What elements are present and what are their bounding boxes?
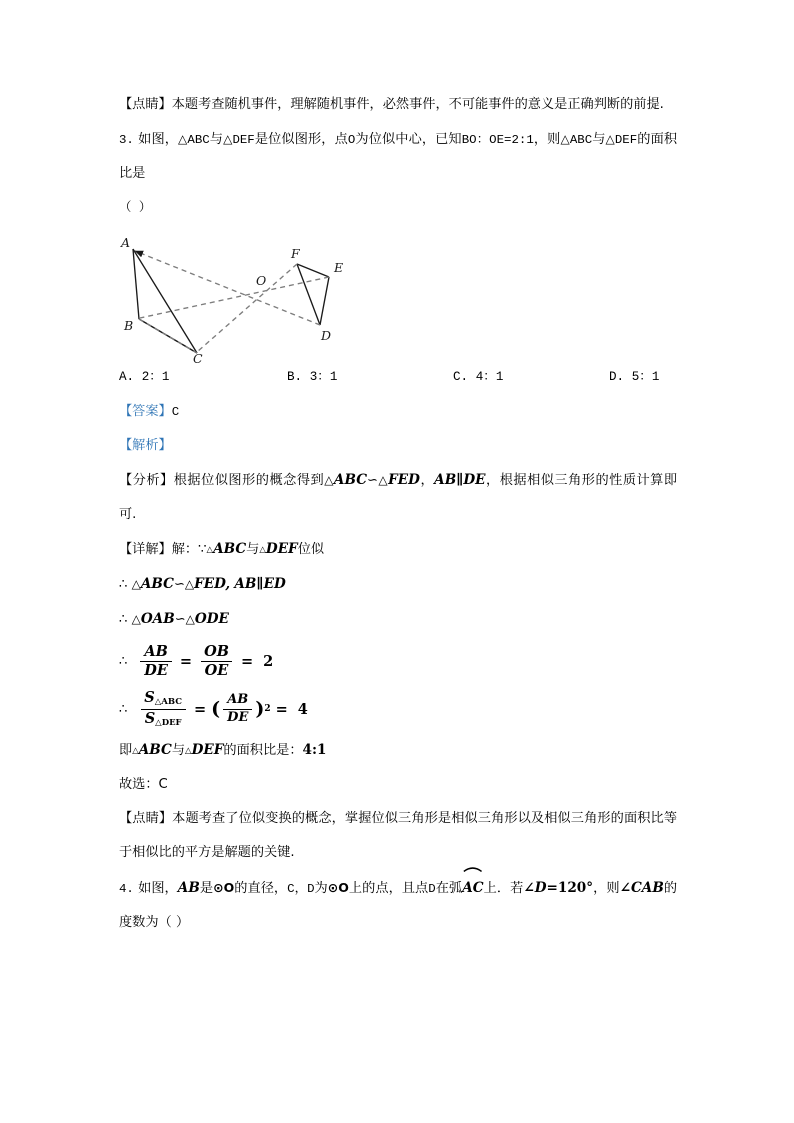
eq1-therefore: ∴ xyxy=(119,653,128,669)
figure-label-A: A xyxy=(121,235,131,250)
fenxi-parallel: ∥ xyxy=(456,472,464,488)
fenxi-tag: 【分析】 xyxy=(119,473,174,488)
q4-seg-5: 上的点，且点 xyxy=(348,881,429,896)
triangle-fed-solid xyxy=(297,264,329,325)
triangle-abc-solid xyxy=(133,249,197,353)
option-d-key: D. xyxy=(609,370,625,384)
q4-arc-ac: AC xyxy=(462,880,484,896)
homothety-figure xyxy=(119,227,677,363)
dianjing-tag-1: 【点睛】 xyxy=(119,97,172,112)
q3-triangle-2: △ xyxy=(223,132,233,146)
conclusion-abc: ABC xyxy=(138,742,172,758)
q4-seg-8: 则 xyxy=(606,881,620,896)
figure-label-O: O xyxy=(256,273,267,288)
eq1-denominator-1: DE xyxy=(140,661,172,679)
eq2-therefore: ∴ xyxy=(119,701,128,717)
eq2-fraction-areas xyxy=(140,690,186,727)
fenxi-similar-1: ∽ xyxy=(367,473,378,488)
therefore-symbol-2: ∴ xyxy=(119,612,128,627)
fenxi-ab: AB xyxy=(434,472,457,488)
q4-angle-d: ∠D xyxy=(523,880,547,896)
conclusion-text: 的面积比是： xyxy=(223,743,303,758)
q4-seg-2: 是 xyxy=(199,881,214,896)
eq2-den-base: S xyxy=(144,709,156,727)
analysis-tag: 【解析】 xyxy=(119,438,172,453)
xj3-ode: ODE xyxy=(194,611,229,627)
circle-o-icon-1: ⊙O xyxy=(213,880,235,895)
eq1-denominator-2: OE xyxy=(201,661,233,679)
homothety-rays-dashed xyxy=(135,251,332,352)
page-content xyxy=(119,88,677,940)
q4-degrees: 120° xyxy=(557,880,594,896)
guxuan-text: 故选：C xyxy=(119,777,168,792)
fenxi-triangle-1: △ xyxy=(324,473,334,487)
fenxi-text-b: 根据相似三角形的性质计算即可. xyxy=(119,473,678,522)
q3-seg-b: 与 xyxy=(209,132,224,147)
answer-line xyxy=(119,395,677,429)
q3-triangle-4: △ xyxy=(605,132,615,146)
fenxi-paragraph xyxy=(119,463,677,532)
q3-triangle-1: △ xyxy=(178,132,188,146)
xj3-oab: OAB xyxy=(140,611,175,627)
arc-overline-icon xyxy=(463,866,482,872)
option-b[interactable] xyxy=(287,365,337,384)
xj-def-1: DEF xyxy=(265,541,298,557)
eq1-numerator-2: OB xyxy=(204,642,229,660)
xj2-triangle-2: △ xyxy=(184,577,195,591)
therefore-symbol-1: ∴ xyxy=(119,577,128,592)
answer-tag: 【答案】 xyxy=(119,404,172,419)
fenxi-de: DE xyxy=(463,472,486,488)
xj3-triangle-2: △ xyxy=(185,612,195,626)
fenxi-abc: ABC xyxy=(333,472,368,488)
eq1-equals-1: = xyxy=(179,652,193,670)
concl-triangle-1: △ xyxy=(132,746,139,756)
figure-label-E: E xyxy=(334,260,344,275)
xj-triangle-2: △ xyxy=(259,545,266,555)
eq2-denominator xyxy=(141,709,186,728)
fenxi-triangle-2: △ xyxy=(377,473,389,487)
fenxi-comma-2: ， xyxy=(485,473,500,488)
q3-abc-2: ABC xyxy=(569,133,593,147)
analysis-header xyxy=(119,429,677,463)
q3-parens: （ ） xyxy=(119,201,152,215)
xj3-triangle-1: △ xyxy=(131,612,141,626)
conclusion-line xyxy=(119,733,677,768)
q3-def-1: DEF xyxy=(232,133,255,147)
q3-seg-g: 的面积比是 xyxy=(119,132,678,181)
arc-ac-notation xyxy=(462,870,483,906)
eq2-exponent: 2 xyxy=(264,704,271,714)
xj2-fed: FED, xyxy=(194,576,231,592)
q4-cd: C，D xyxy=(287,882,315,896)
q3-def-2: DEF xyxy=(614,133,638,147)
q4-seg-3: 的直径， xyxy=(234,881,288,896)
fenxi-text-a: 根据位似图形的概念得到 xyxy=(173,473,325,488)
q4-seg-7: 上．若 xyxy=(483,881,524,896)
eq2-fraction-ab-de xyxy=(223,693,252,724)
option-b-value: 3：1 xyxy=(309,370,338,384)
equation-area-ratio xyxy=(119,685,677,733)
option-d-value: 5：1 xyxy=(631,370,660,384)
option-d[interactable] xyxy=(609,365,659,384)
xiangjie-line-1 xyxy=(119,532,677,567)
option-c-value: 4：1 xyxy=(475,370,504,384)
q3-seg-c: 是位似图形，点 xyxy=(254,132,348,147)
xj-abc-1: ABC xyxy=(213,541,247,557)
option-b-key: B. xyxy=(287,370,303,384)
option-a-value: 2：1 xyxy=(141,370,170,384)
xiangjie-line-2 xyxy=(119,567,677,602)
q3-seg-a: 如图， xyxy=(138,132,179,147)
figure-label-C: C xyxy=(193,351,203,363)
xj2-ab: AB xyxy=(234,576,257,592)
option-c-key: C. xyxy=(453,370,469,384)
question-3-options xyxy=(119,365,677,395)
eq2-den-sub: △DEF xyxy=(155,717,182,728)
eq1-fraction-ob-oe xyxy=(200,644,233,678)
figure-label-F: F xyxy=(291,246,300,261)
q3-seg-f: 与 xyxy=(592,132,606,147)
xj-yu-1: 与 xyxy=(246,542,260,557)
eq2-denominator-2: DE xyxy=(223,709,252,725)
q4-angle-cab: ∠CAB xyxy=(619,880,664,896)
eq2-result: 4 xyxy=(297,700,308,718)
xj-weisi: 位似 xyxy=(297,542,325,557)
q3-seg-d: 为位似中心，已知 xyxy=(355,132,462,147)
conclusion-ratio: 4:1 xyxy=(302,742,327,758)
option-a[interactable] xyxy=(119,365,169,384)
xiangjie-line-3 xyxy=(119,602,677,637)
conclusion-def: DEF xyxy=(191,742,224,758)
q3-ratio: BO：OE=2:1 xyxy=(461,133,534,147)
xj2-ed: ED xyxy=(263,576,286,592)
conclusion-ji: 即 xyxy=(119,743,133,758)
conclusion-yu: 与 xyxy=(171,743,186,758)
figure-label-D: D xyxy=(321,328,332,343)
q4-seg-1: 如图， xyxy=(138,881,178,896)
figure-label-B: B xyxy=(124,318,134,333)
fenxi-fed: FED xyxy=(388,472,420,488)
dianjing-tag-2: 【点睛】 xyxy=(119,811,173,826)
xj-triangle-1: △ xyxy=(206,545,214,555)
q3-seg-e: ，则 xyxy=(533,132,561,147)
eq1-result: 2 xyxy=(263,652,274,670)
eq1-fraction-ab-de xyxy=(140,644,172,678)
answer-value: C xyxy=(171,405,180,419)
dianjing-paragraph-2 xyxy=(119,802,677,870)
question-3-text xyxy=(119,122,677,191)
xj2-abc: ABC xyxy=(140,576,174,592)
q4-ab: AB xyxy=(177,880,200,896)
fenxi-comma-1: ， xyxy=(419,473,435,488)
homothety-svg xyxy=(113,227,533,363)
eq1-numerator-1: AB xyxy=(144,642,168,660)
q4-seg-4: 为 xyxy=(314,881,328,896)
eq2-equals-2: = xyxy=(275,700,288,718)
xiangjie-jie: 解： xyxy=(171,542,199,557)
eq2-right-paren: ) xyxy=(255,698,265,720)
concl-triangle-2: △ xyxy=(185,746,192,756)
q4-seg-9: 的度数为（ ） xyxy=(119,881,678,930)
eq1-equals-2: = xyxy=(240,652,254,670)
q4-comma: ， xyxy=(593,881,607,896)
xj3-similar: ∽ xyxy=(174,612,186,627)
option-c[interactable] xyxy=(453,365,503,384)
because-symbol: ∵ xyxy=(198,542,207,557)
dianjing-text-1: 本题考查随机事件，理解随机事件，必然事件，不可能事件的意义是正确判断的前提. xyxy=(171,97,664,112)
question-4-text xyxy=(119,870,677,940)
question-3-number: 3. xyxy=(119,133,134,147)
eq2-left-paren: ( xyxy=(211,698,221,720)
xj2-triangle-1: △ xyxy=(131,577,141,591)
eq2-num-sub: △ABC xyxy=(154,697,183,708)
xj2-similar: ∽ xyxy=(173,577,185,592)
q4-seg-6: 在弧 xyxy=(435,881,463,896)
guxuan-line xyxy=(119,768,677,802)
circle-o-icon-2: ⊙O xyxy=(327,880,349,895)
q4-equals: = xyxy=(546,880,558,896)
q3-abc-1: ABC xyxy=(187,133,210,147)
q4-point-d: D xyxy=(428,882,436,896)
xj2-parallel: ∥ xyxy=(256,576,264,592)
question-4-number: 4. xyxy=(119,882,134,896)
dianjing-text-2: 本题考查了位似变换的概念，掌握位似三角形是相似三角形以及相似三角形的面积比等于相似比的平方是解题的关键. xyxy=(119,811,678,860)
equation-ratio-1 xyxy=(119,637,677,685)
dianjing-paragraph-1 xyxy=(119,88,677,122)
eq2-equals-1: = xyxy=(194,700,207,718)
question-3-blank-parens xyxy=(119,191,677,225)
eq2-numerator-2: AB xyxy=(227,692,249,708)
eq2-num-base: S xyxy=(144,689,155,707)
q3-triangle-3: △ xyxy=(560,132,570,146)
option-a-key: A. xyxy=(119,370,135,384)
xiangjie-tag: 【详解】 xyxy=(119,542,172,557)
eq2-numerator xyxy=(140,690,186,708)
q3-o-label: O xyxy=(347,133,356,147)
